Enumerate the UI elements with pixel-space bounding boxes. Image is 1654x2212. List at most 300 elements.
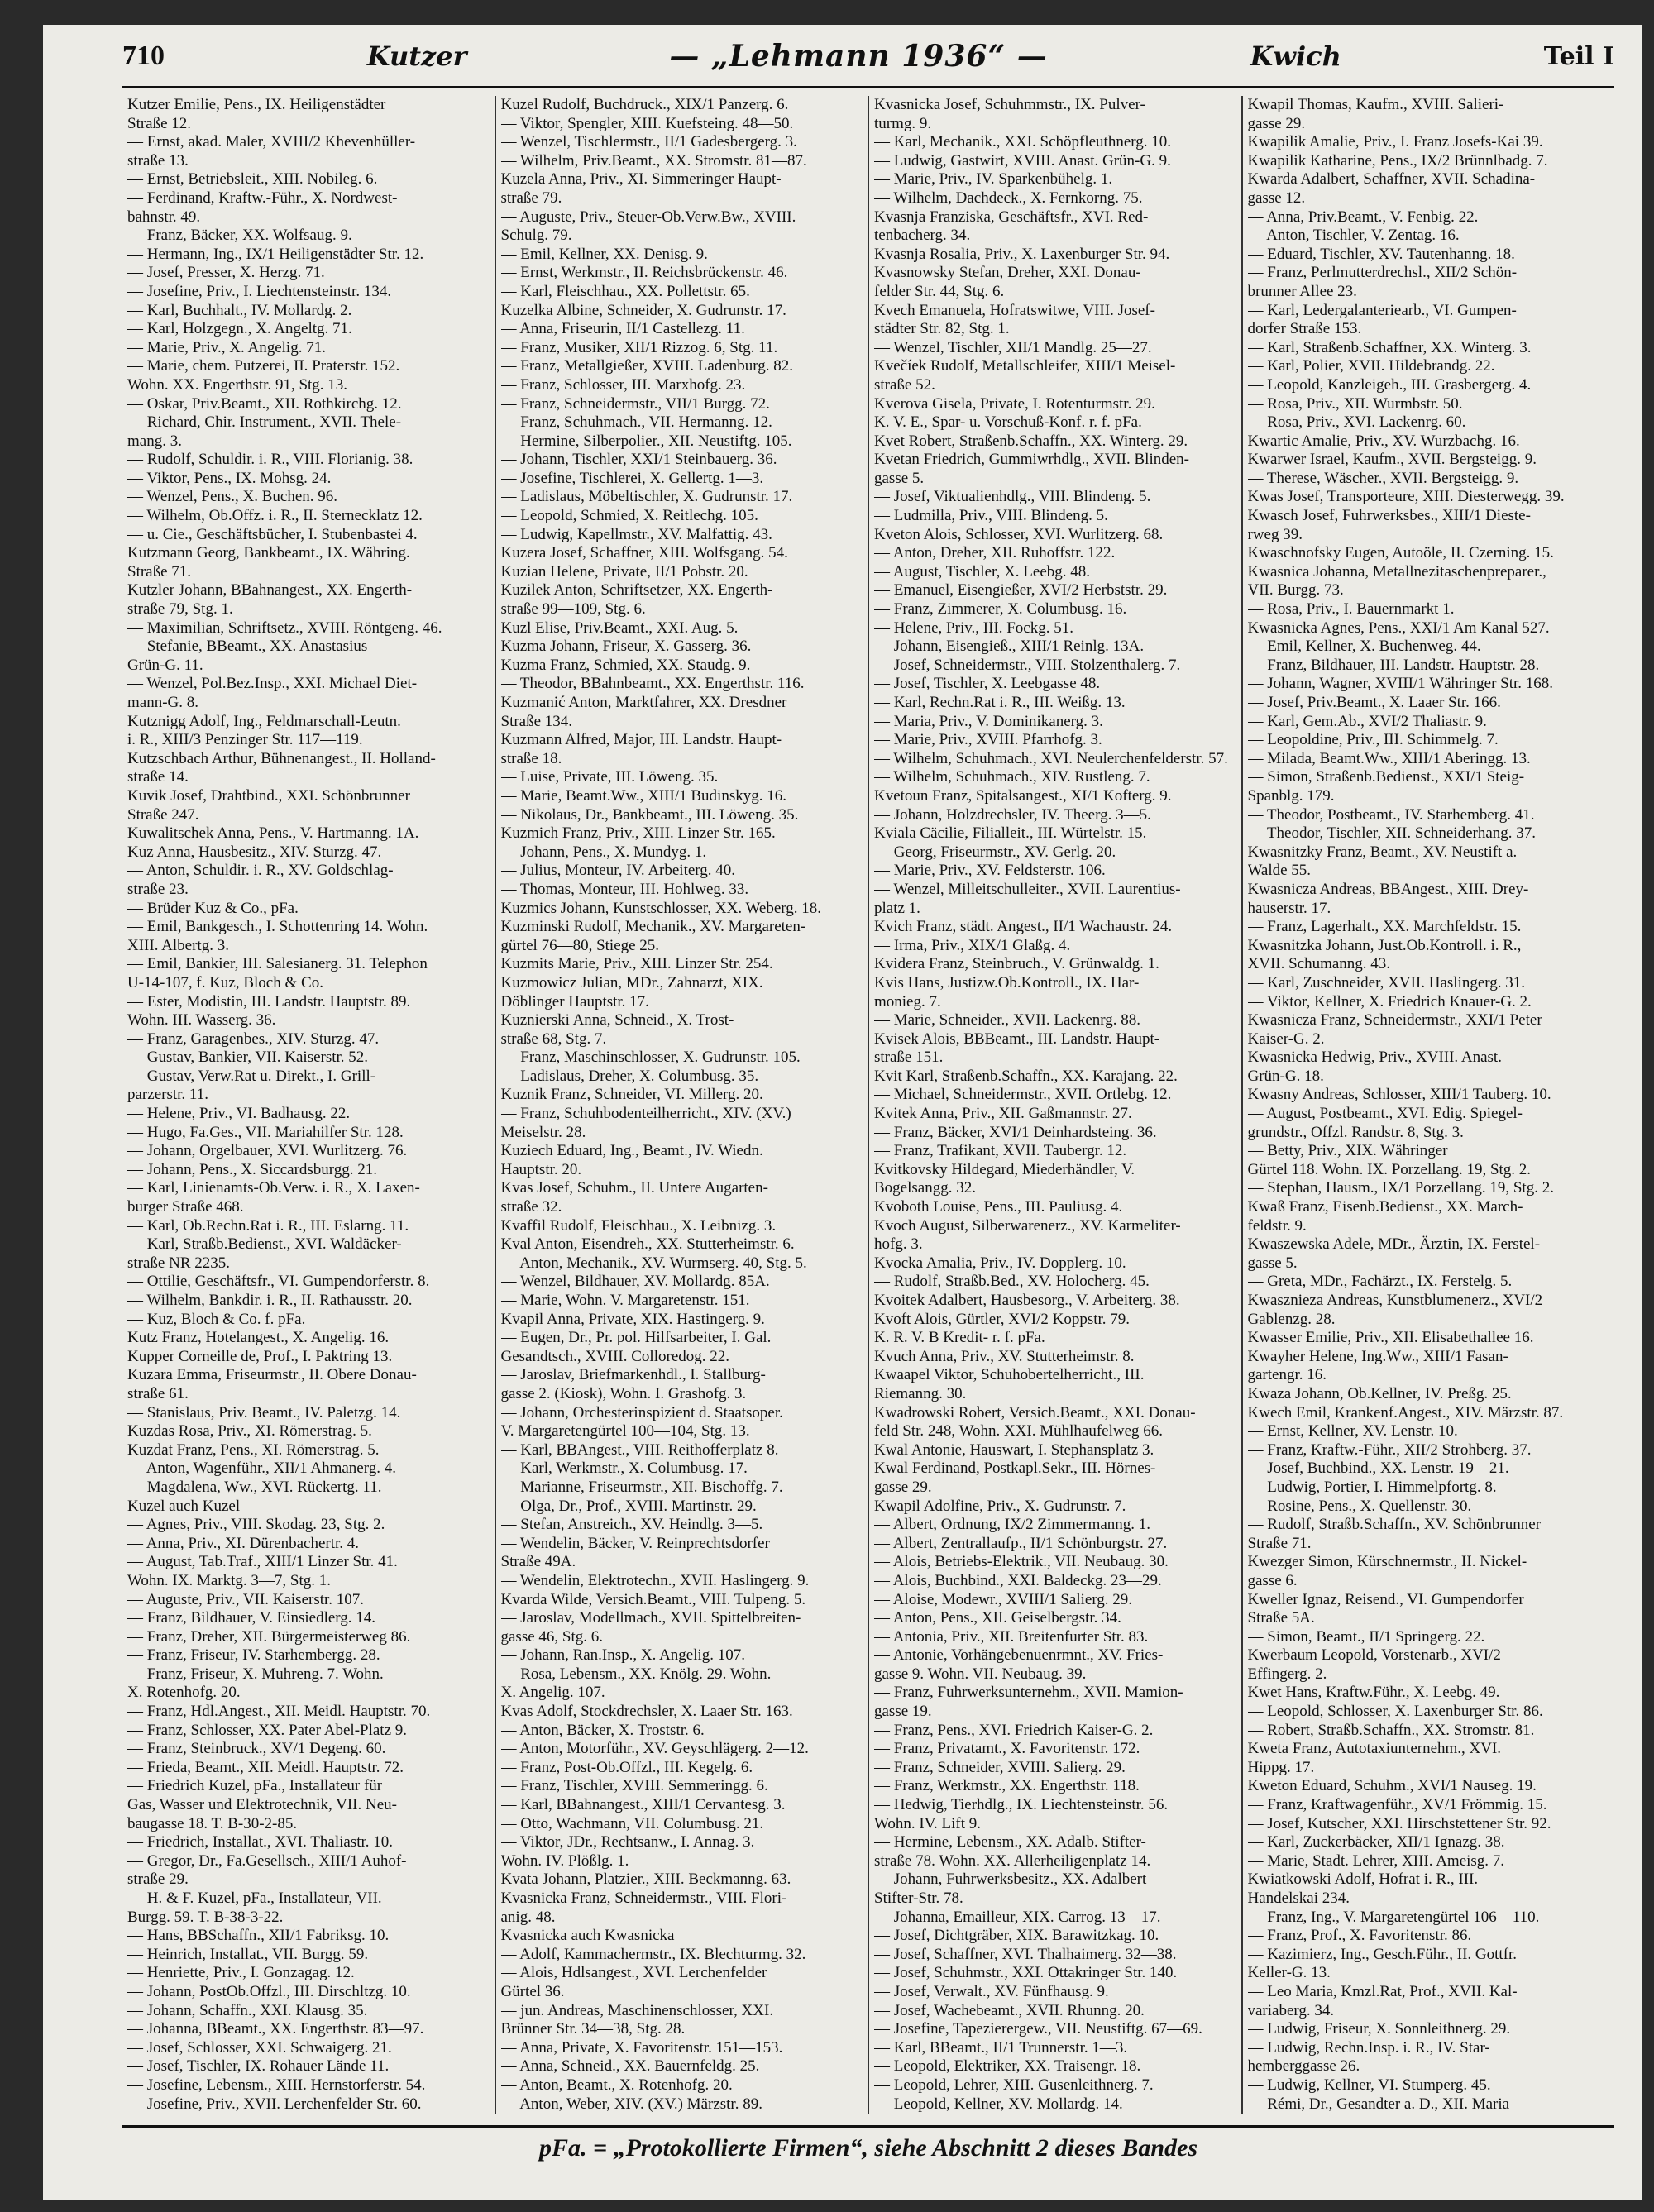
directory-entry-line: feld Str. 248, Wohn. XXI. Mühlhaufelweg 66. (874, 1422, 1164, 1440)
directory-entry-line: — Stefan, Anstreich., XV. Heindlg. 3—5. (500, 1516, 763, 1534)
directory-entry-line: — Albert, Zentrallaufp., II/1 Schönburgstr. 27. (874, 1534, 1168, 1552)
directory-entry-line: straße 61. (127, 1384, 189, 1402)
directory-entry-line: straße 29. (127, 1870, 189, 1889)
directory-entry-line: Kuzdat Franz, Pens., XI. Römerstrag. 5. (127, 1440, 380, 1459)
directory-entry-line: — Emanuel, Eisengießer, XVI/2 Herbststr. 29. (874, 581, 1168, 600)
directory-entry-line: — Ottilie, Geschäftsfr., VI. Gumpendorferstr. 8. (127, 1273, 430, 1291)
directory-entry-line: Kvasnicka auch Kwasnicka (500, 1927, 675, 1945)
directory-entry-line: Kwasnitzka Johann, Just.Ob.Kontroll. i. R., (1247, 936, 1522, 954)
directory-entry-line: Riemanng. 30. (874, 1384, 967, 1402)
directory-entry-line: Kuz Anna, Hausbesitz., XIV. Sturzg. 47. (127, 843, 382, 861)
directory-entry-line: Grün-G. 18. (1247, 1067, 1324, 1085)
directory-entry-line: Stifter-Str. 78. (874, 1890, 963, 1907)
directory-entry-line: Kvet Robert, Straßenb.Schaffn., XX. Winterg. 29. (874, 432, 1188, 450)
directory-entry-line: Gas, Wasser und Elektrotechnik, VII. Neu- (127, 1796, 397, 1814)
directory-entry-line: — Anton, Wagenführ., XII/1 Ahmanerg. 4. (127, 1460, 396, 1478)
directory-entry-line: Kwet Hans, Kraftw.Führ., X. Leebg. 49. (1247, 1684, 1500, 1702)
directory-entry-line: — Magdalena, Ww., XVI. Rückertg. 11. (127, 1478, 382, 1496)
directory-entry-line: Kwayher Helene, Ing.Ww., XIII/1 Fasan- (1247, 1347, 1508, 1365)
directory-entry-line: Straße 247. (127, 805, 199, 824)
directory-entry-line: — Auguste, Priv., Steuer-Ob.Verw.Bw., XVIII. (500, 208, 796, 226)
directory-entry-line: — Olga, Dr., Prof., XVIII. Martinstr. 29. (500, 1497, 757, 1515)
directory-entry-line: Kwadrowski Robert, Versich.Beamt., XXI. Donau- (874, 1403, 1196, 1421)
directory-entry-line: — Emil, Kellner, XX. Denisg. 9. (500, 245, 708, 263)
directory-entry-line: — Karl, BBahnangest., XIII/1 Cervantesg. 3. (500, 1796, 786, 1814)
directory-entry-line: — Simon, Beamt., II/1 Springerg. 22. (1247, 1627, 1485, 1646)
directory-entry-line: Kuziech Eduard, Ing., Beamt., IV. Wiedn. (500, 1142, 763, 1160)
directory-entry-line: — Anna, Schneid., XX. Bauernfeldg. 25. (500, 2057, 760, 2076)
directory-entry-line: — Franz, Ing., V. Margaretengürtel 106—110. (1247, 1908, 1540, 1926)
directory-entry-line: — Karl, Linienamts-Ob.Verw. i. R., X. Laxen- (127, 1179, 420, 1197)
directory-entry-line: gasse 5. (874, 469, 925, 487)
directory-entry-line: — Kuz, Bloch & Co. f. pFa. (127, 1310, 306, 1328)
directory-entry-line: — Marie, Stadt. Lehrer, XIII. Ameisg. 7. (1247, 1851, 1505, 1870)
directory-entry-line: — Robert, Straßb.Schaffn., XX. Stromstr. 81. (1247, 1721, 1535, 1739)
directory-entry-line: — Josef, Schneidermstr., VIII. Stolzenthalerg. 7. (874, 656, 1181, 674)
directory-entry-line: Kvaffil Rudolf, Fleischhau., X. Leibnizg. 3. (500, 1216, 777, 1235)
directory-entry-line: Kwartic Amalie, Priv., XV. Wurzbachg. 16. (1247, 432, 1520, 450)
directory-entry-line: — Anton, Beamt., X. Rotenhofg. 20. (500, 2076, 733, 2094)
directory-title: — „Lehmann 1936“ — (669, 39, 1048, 74)
directory-entry-line: — Johann, Orchesterinspizient d. Staatsoper. (500, 1403, 783, 1421)
directory-entry-line: Kvapil Anna, Private, XIX. Hastingerg. 9. (500, 1310, 765, 1328)
directory-entry-line: Gablenzg. 28. (1247, 1310, 1336, 1328)
directory-entry-line: gasse 29. (1247, 114, 1306, 132)
directory-entry-line: Kweton Eduard, Schuhm., XVI/1 Nauseg. 19. (1247, 1777, 1537, 1795)
directory-entry-line: — Karl, BBAngest., VIII. Reithofferplatz 8. (500, 1440, 779, 1459)
directory-entry-line: — Johann, Wagner, XVIII/1 Währinger Str. 168. (1247, 675, 1554, 693)
directory-entry-line: — Leo Maria, Kmzl.Rat, Prof., XVII. Kal- (1247, 1982, 1518, 2000)
directory-entry-line: straße 151. (874, 1049, 944, 1067)
directory-entry-line: Kwaß Franz, Eisenb.Bedienst., XX. March- (1247, 1198, 1523, 1216)
directory-entry-line: Kuzl Elise, Priv.Beamt., XXI. Aug. 5. (500, 619, 739, 637)
directory-entry-line: — Johanna, Emailleur, XIX. Carrog. 13—17. (874, 1908, 1161, 1926)
directory-entry-line: — Antonia, Priv., XII. Breitenfurter Str. 83. (874, 1627, 1149, 1646)
directory-entry-line: variaberg. 34. (1247, 2001, 1335, 2019)
header-rule (122, 86, 1614, 88)
directory-entry-line: — Ludwig, Kapellmstr., XV. Malfattig. 43. (500, 525, 772, 543)
directory-entry-line: Wohn. IX. Marktg. 3—7, Stg. 1. (127, 1571, 331, 1589)
directory-entry-line: Kvidera Franz, Steinbruch., V. Grünwaldg. 1. (874, 955, 1159, 973)
directory-entry-line: feldstr. 9. (1247, 1216, 1307, 1235)
directory-entry-line: — Oskar, Priv.Beamt., XII. Rothkirchg. 12. (127, 394, 402, 413)
directory-entry-line: — Wilhelm, Priv.Beamt., XX. Stromstr. 81—87. (500, 151, 807, 170)
directory-entry-line: tenbacherg. 34. (874, 227, 971, 245)
directory-entry-line: — Rosa, Lebensm., XX. Knölg. 29. Wohn. (500, 1665, 772, 1683)
directory-entry-line: Wohn. IV. Plößlg. 1. (500, 1851, 629, 1870)
directory-entry-line: — Karl, Gem.Ab., XVI/2 Thaliastr. 9. (1247, 712, 1487, 730)
directory-entry-line: — Josef, Viktualienhdlg., VIII. Blindeng. 5. (874, 488, 1151, 506)
directory-entry-line: Kuzmann Alfred, Major, III. Landstr. Haupt- (500, 731, 782, 749)
directory-entry-line: — Marie, Beamt.Ww., XIII/1 Budinskyg. 16. (500, 786, 786, 805)
directory-entry-line: — Rosa, Priv., XVI. Lackenrg. 60. (1247, 413, 1466, 432)
directory-entry-line: Kvoboth Louise, Pens., III. Pauliusg. 4. (874, 1198, 1123, 1216)
directory-entry-line: — Karl, Straßb.Bedienst., XVI. Waldäcker- (127, 1235, 402, 1254)
directory-entry-line: — Ludwig, Rechn.Insp. i. R., IV. Star- (1247, 2038, 1490, 2057)
directory-entry-line: — Marie, Priv., IV. Sparkenbühelg. 1. (874, 170, 1113, 189)
directory-entry-line: Straße 71. (127, 562, 192, 580)
directory-entry-line: — Johann, Tischler, XXI/1 Steinbauerg. 36. (500, 451, 777, 469)
directory-entry-line: — Wenzel, Tischlermstr., II/1 Gadesbergerg. 3. (500, 133, 797, 151)
directory-entry-line: hofg. 3. (874, 1235, 923, 1254)
directory-entry-line: — Marie, chem. Putzerei, II. Praterstr. 152. (127, 357, 400, 375)
directory-entry-line: Kwal Antonie, Hauswart, I. Stephansplatz 3. (874, 1440, 1154, 1459)
directory-entry-line: — Betty, Priv., XIX. Währinger (1247, 1142, 1448, 1160)
directory-entry-line: parzerstr. 11. (127, 1086, 208, 1104)
directory-entry-line: gasse 2. (Kiosk), Wohn. I. Grashofg. 3. (500, 1384, 747, 1402)
directory-entry-line: — Otto, Wachmann, VII. Columbusg. 21. (500, 1814, 764, 1832)
directory-entry-line: — H. & F. Kuzel, pFa., Installateur, VII. (127, 1890, 382, 1907)
directory-entry-line: — Maria, Priv., V. Dominikanerg. 3. (874, 712, 1103, 730)
directory-entry-line: Hippg. 17. (1247, 1758, 1315, 1776)
directory-entry-line: — Josef, Verwalt., XV. Fünfhausg. 9. (874, 1982, 1109, 2000)
directory-entry-line: — Anna, Priv., XI. Dürenbachertr. 4. (127, 1534, 360, 1552)
directory-entry-line: — Nikolaus, Dr., Bankbeamt., III. Löweng. 35. (500, 805, 799, 824)
directory-entry-line: Kwasnica Johanna, Metallnezitaschenpreparer., (1247, 562, 1546, 580)
directory-entry-line: — Franz, Bäcker, XX. Wolfsaug. 9. (127, 227, 352, 245)
directory-entry-line: — Franz, Metallgießer, XVIII. Ladenburg. 82. (500, 357, 793, 375)
directory-entry-line: Kval Anton, Eisendreh., XX. Stutterheimstr. 6. (500, 1235, 795, 1254)
directory-entry-line: — Josef, Wachebeamt., XVII. Rhunng. 20. (874, 2001, 1145, 2019)
directory-entry-line: — Ernst, Betriebsleit., XIII. Nobileg. 6. (127, 170, 378, 189)
directory-entry-line: — Karl, Werkmstr., X. Columbusg. 17. (500, 1460, 748, 1478)
directory-entry-line: — Antonie, Vorhängebenuenrmnt., XV. Fries- (874, 1646, 1164, 1665)
directory-entry-line: Kwarda Adalbert, Schaffner, XVII. Schadina- (1247, 170, 1536, 189)
directory-entry-line: straße 78. Wohn. XX. Allerheiligenplatz 14. (874, 1851, 1151, 1870)
directory-entry-line: — Milada, Beamt.Ww., XIII/1 Aberingg. 13. (1247, 749, 1531, 767)
directory-entry-line: Kwasnicka Agnes, Pens., XXI/1 Am Kanal 527. (1247, 619, 1550, 637)
page-number: 710 (122, 41, 165, 71)
directory-entry-line: Kwapil Thomas, Kaufm., XVIII. Salieri- (1247, 96, 1504, 113)
directory-entry-line: Kuzelka Albine, Schneider, X. Gudrunstr. 17. (500, 301, 786, 319)
directory-entry-line: — Leopold, Schlosser, X. Laxenburger Str. 86. (1247, 1703, 1543, 1721)
directory-entry-line: — Karl, Polier, XVII. Hildebrandg. 22. (1247, 357, 1495, 375)
directory-entry-line: — Alois, Buchbind., XXI. Baldeckg. 23—29. (874, 1571, 1162, 1589)
directory-entry-line: Kuzian Helene, Private, II/1 Pobstr. 20. (500, 562, 748, 580)
directory-entry-line: Kuzara Emma, Friseurmstr., II. Obere Donau- (127, 1366, 417, 1384)
directory-entry-line: Kvisek Alois, BBBeamt., III. Landstr. Haupt- (874, 1030, 1160, 1048)
directory-entry-line: — Josef, Buchbind., XX. Lenstr. 19—21. (1247, 1460, 1509, 1478)
directory-entry-line: Schulg. 79. (500, 227, 572, 245)
directory-entry-line: Kwasny Andreas, Schlosser, XIII/1 Tauberg. 10. (1247, 1086, 1551, 1104)
directory-entry-line: Kwapil Adolfine, Priv., X. Gudrunstr. 7. (874, 1497, 1126, 1515)
directory-entry-line: — Wendelin, Bäcker, V. Reinprechtsdorfer (500, 1534, 770, 1552)
directory-entry-line: — Josef, Kutscher, XXI. Hirschstettener Str. 92. (1247, 1814, 1551, 1832)
directory-entry-line: Kuzdas Rosa, Priv., XI. Römerstrag. 5. (127, 1422, 372, 1440)
directory-entry-line: — Karl, Straßenb.Schaffner, XX. Winterg. 3. (1247, 338, 1532, 356)
directory-entry-line: burger Straße 468. (127, 1198, 244, 1216)
directory-entry-line: — Wenzel, Pol.Bez.Insp., XXI. Michael Diet- (127, 675, 418, 693)
directory-entry-line: Handelskai 234. (1247, 1890, 1350, 1907)
directory-entry-line: — Josef, Schaffner, XVI. Thalhaimerg. 32—38. (874, 1945, 1177, 1963)
directory-entry-line: dorfer Straße 153. (1247, 320, 1362, 338)
directory-entry-line: — Leopold, Schmied, X. Reitlechg. 105. (500, 507, 758, 525)
directory-entry-line: — Karl, BBeamt., II/1 Trunnerstr. 1—3. (874, 2038, 1128, 2057)
directory-entry-line: — Rudolf, Straßb.Schaffn., XV. Schönbrunner (1247, 1516, 1541, 1534)
directory-entry-line: — Helene, Priv., VI. Badhausg. 22. (127, 1105, 351, 1123)
directory-entry-line: — Anton, Bäcker, X. Troststr. 6. (500, 1721, 705, 1739)
directory-entry-line: Kuzel Rudolf, Buchdruck., XIX/1 Panzerg. 6. (500, 96, 789, 113)
directory-entry-line: — Ester, Modistin, III. Landstr. Hauptstr. 89. (127, 992, 411, 1010)
directory-entry-line: Kuzel auch Kuzel (127, 1497, 241, 1515)
directory-entry-line: Kwapilik Amalie, Priv., I. Franz Josefs-Kai 39. (1247, 133, 1543, 151)
directory-entry-line: — Leopold, Elektriker, XX. Traisengr. 18. (874, 2057, 1141, 2076)
directory-entry-line: — Simon, Straßenb.Bedienst., XXI/1 Steig- (1247, 768, 1525, 786)
directory-entry-line: — Greta, MDr., Fachärzt., IX. Ferstelg. 5. (1247, 1273, 1513, 1291)
directory-entry-line: gartengr. 16. (1247, 1366, 1327, 1384)
directory-entry-line: straße 14. (127, 768, 189, 786)
directory-entry-line: — Franz, Prof., X. Favoritenstr. 86. (1247, 1927, 1472, 1945)
directory-entry-line: XVII. Schumanng. 43. (1247, 955, 1391, 973)
directory-entry-line: Kuzela Anna, Priv., XI. Simmeringer Haupt- (500, 170, 782, 189)
directory-entry-line: — Helene, Priv., III. Fockg. 51. (874, 619, 1073, 637)
directory-entry-line: Kvečíek Rudolf, Metallschleifer, XIII/1 Meisel- (874, 357, 1176, 375)
directory-entry-line: — Josef, Priv.Beamt., X. Laaer Str. 166. (1247, 694, 1501, 711)
directory-entry-line: Kuznierski Anna, Schneid., X. Trost- (500, 1011, 734, 1030)
directory-entry-line: — Franz, Pens., XVI. Friedrich Kaiser-G. 2. (874, 1721, 1154, 1739)
directory-entry-line: — Theodor, Tischler, XII. Schneiderhang. 37. (1247, 824, 1537, 843)
directory-entry-line: — Stefanie, BBeamt., XX. Anastasius (127, 638, 368, 656)
directory-entry-line: straße 18. (500, 749, 562, 767)
directory-entry-line: Döblinger Hauptstr. 17. (500, 992, 649, 1010)
directory-entry-line: — Jaroslav, Briefmarkenhdl., I. Stallburg- (500, 1366, 766, 1384)
directory-entry-line: Grün-G. 11. (127, 656, 203, 674)
directory-entry-line: — Adolf, Kammachermstr., IX. Blechturmg. 32. (500, 1945, 806, 1963)
directory-entry-line: — Leopold, Kanzleigeh., III. Grasbergerg. 4. (1247, 375, 1532, 394)
directory-entry-line: — Ladislaus, Möbeltischler, X. Gudrunstr. 17. (500, 488, 793, 506)
directory-entry-line: — Michael, Schneidermstr., XVII. Ortlebg. 12. (874, 1086, 1172, 1104)
directory-entry-line: — Luise, Private, III. Löweng. 35. (500, 768, 719, 786)
directory-entry-line: — Josef, Schuhmstr., XXI. Ottakringer Str. 140. (874, 1964, 1178, 1982)
directory-entry-line: Kvasnja Franziska, Geschäftsfr., XVI. Red- (874, 208, 1149, 226)
directory-entry-line: — Johann, Holzdrechsler, IV. Theerg. 3—5. (874, 805, 1151, 824)
directory-entry-line: gasse 5. (1247, 1254, 1298, 1272)
directory-entry-line: Straße 71. (1247, 1534, 1312, 1552)
directory-entry-line: Kwapilik Katharine, Pens., IX/2 Brünnlbadg. 7. (1247, 151, 1548, 170)
directory-entry-line: — Marie, Wohn. V. Margaretenstr. 151. (500, 1292, 750, 1309)
directory-entry-line: — Ludmilla, Priv., VIII. Blindeng. 5. (874, 507, 1108, 525)
directory-entry-line: gasse 6. (1247, 1571, 1298, 1589)
column-2 (496, 96, 870, 2114)
directory-entry-line: — Ernst, Werkmstr., II. Reichsbrückenstr. 46. (500, 264, 788, 282)
directory-entry-line: Kvuch Anna, Priv., XV. Stutterheimstr. 8. (874, 1347, 1135, 1365)
directory-entry-line: Kwerbaum Leopold, Vorstenarb., XVI/2 (1247, 1646, 1501, 1665)
directory-entry-line: Kvasnicka Josef, Schuhmmstr., IX. Pulver- (874, 96, 1145, 113)
directory-entry-line: — Franz, Dreher, XII. Bürgermeisterweg 86. (127, 1627, 411, 1646)
directory-entry-line: — Franz, Schuhmach., VII. Hermanng. 12. (500, 413, 772, 432)
directory-entry-line: — Josefine, Priv., I. Liechtensteinstr. 134. (127, 282, 392, 300)
directory-entry-line: Straße 5A. (1247, 1609, 1315, 1627)
directory-entry-line: Kutzer Emilie, Pens., IX. Heiligenstädter (127, 96, 386, 113)
directory-entry-line: — Georg, Friseurmstr., XV. Gerlg. 20. (874, 843, 1116, 861)
directory-entry-line: — Ludwig, Portier, I. Himmelpfortg. 8. (1247, 1478, 1497, 1496)
directory-entry-line: straße 13. (127, 151, 189, 170)
header-first-entry: Kutzer (366, 41, 467, 72)
directory-entry-line: — Irma, Priv., XIX/1 Glaßg. 4. (874, 936, 1071, 954)
directory-entry-line: straße 32. (500, 1198, 562, 1216)
directory-entry-line: — Franz, Schneidermstr., VII/1 Burgg. 72. (500, 394, 770, 413)
directory-entry-line: Wohn. XX. Engerthstr. 91, Stg. 13. (127, 375, 348, 394)
directory-entry-line: — Johann, Orgelbauer, XVI. Wurlitzerg. 76. (127, 1142, 408, 1160)
directory-entry-line: Meiselstr. 28. (500, 1123, 586, 1141)
directory-entry-line: — Franz, Fuhrwerksunternehm., XVII. Mamion- (874, 1684, 1183, 1702)
directory-entry-line: — Franz, Maschinschlosser, X. Gudrunstr. 105. (500, 1049, 801, 1067)
column-3 (869, 96, 1243, 2114)
directory-entry-line: turmg. 9. (874, 114, 932, 132)
directory-entry-line: — Hermann, Ing., IX/1 Heiligenstädter Str. 12. (127, 245, 424, 263)
directory-entry-line: — Franz, Bäcker, XVI/1 Deinhardsteing. 36. (874, 1123, 1157, 1141)
directory-entry-line: X. Angelig. 107. (500, 1684, 605, 1702)
directory-entry-line: — Marie, Priv., XVIII. Pfarrhofg. 3. (874, 731, 1102, 749)
directory-entry-line: — Johann, Schaffn., XXI. Klausg. 35. (127, 2001, 368, 2019)
directory-entry-line: — Therese, Wäscher., XVII. Bergsteigg. 9. (1247, 469, 1519, 487)
directory-entry-line: Kwarwer Israel, Kaufm., XVII. Bergsteigg. 9. (1247, 451, 1537, 469)
directory-entry-line: Kvitek Anna, Priv., XII. Gaßmannstr. 27. (874, 1105, 1132, 1123)
directory-entry-line: gasse 12. (1247, 189, 1306, 207)
directory-entry-line: platz 1. (874, 899, 920, 917)
directory-entry-line: straße NR 2235. (127, 1254, 231, 1272)
directory-entry-line: — Josef, Schlosser, XXI. Schwaigerg. 21. (127, 2038, 392, 2057)
directory-entry-line: Wohn. IV. Lift 9. (874, 1814, 982, 1832)
directory-entry-line: — Franz, Friseur, X. Muhreng. 7. Wohn. (127, 1665, 384, 1683)
directory-entry-line: — Eduard, Tischler, XV. Tautenhanng. 18. (1247, 245, 1515, 263)
directory-entry-line: — Emil, Bankier, III. Salesianerg. 31. Telephon (127, 955, 428, 973)
directory-entry-line: — Franz, Musiker, XII/1 Rizzog. 6, Stg. 11. (500, 338, 778, 356)
directory-entry-line: — Anton, Tischler, V. Zentag. 16. (1247, 227, 1460, 245)
directory-entry-line: — Richard, Chir. Instrument., XVII. Thele- (127, 413, 402, 432)
directory-entry-line: — Gustav, Verw.Rat u. Direkt., I. Grill- (127, 1067, 376, 1085)
directory-entry-line: Kvas Josef, Schuhm., II. Untere Augarten- (500, 1179, 768, 1197)
directory-entry-line: — Viktor, Spengler, XIII. Kuefsteing. 48—50. (500, 114, 794, 132)
directory-entry-line: Kwech Emil, Krankenf.Angest., XIV. Märzstr. 87. (1247, 1403, 1564, 1421)
directory-entry-line: Kutzschbach Arthur, Bühnenangest., II. Holland- (127, 749, 436, 767)
directory-entry-line: — Rudolf, Straßb.Bed., XV. Holocherg. 45. (874, 1273, 1150, 1291)
directory-entry-line: — Eugen, Dr., Pr. pol. Hilfsarbeiter, I. Gal. (500, 1329, 772, 1347)
directory-entry-line: Kvas Adolf, Stockdrechsler, X. Laaer Str. 163. (500, 1703, 793, 1721)
directory-entry-line: felder Str. 44, Stg. 6. (874, 282, 1005, 300)
directory-entry-line: XIII. Albertg. 3. (127, 936, 229, 954)
directory-entry-line: — Viktor, Pens., IX. Mohsg. 24. (127, 469, 332, 487)
directory-entry-line: Kvit Karl, Straßenb.Schaffn., XX. Karajang. 22. (874, 1067, 1178, 1085)
directory-entry-line: Kwasser Emilie, Priv., XII. Elisabethallee 16. (1247, 1329, 1534, 1347)
directory-entry-line: rweg 39. (1247, 525, 1303, 543)
directory-entry-line: Kwasnicka Hedwig, Priv., XVIII. Anast. (1247, 1049, 1502, 1067)
directory-entry-line: Gürtel 36. (500, 1982, 565, 2000)
directory-entry-line: — Brüder Kuz & Co., pFa. (127, 899, 299, 917)
directory-entry-line: Kwasch Josef, Fuhrwerksbes., XIII/1 Dieste- (1247, 507, 1531, 525)
column-4 (1243, 96, 1615, 2114)
directory-entry-line: — Franz, Garagenbes., XIV. Sturzg. 47. (127, 1030, 380, 1048)
directory-entry-line: — Karl, Buchhalt., IV. Mollardg. 2. (127, 301, 352, 319)
directory-entry-line: mang. 3. (127, 432, 182, 450)
directory-entry-line: straße 23. (127, 880, 189, 898)
directory-entry-line: Effingerg. 2. (1247, 1665, 1327, 1683)
directory-entry-line: Kuzilek Anton, Schriftsetzer, XX. Engerth- (500, 581, 773, 600)
directory-entry-line: VII. Burgg. 73. (1247, 581, 1344, 600)
directory-entry-line: — Anton, Weber, XIV. (XV.) Märzstr. 89. (500, 2095, 762, 2113)
directory-entry-line: Kaiser-G. 2. (1247, 1030, 1325, 1048)
directory-entry-line: städter Str. 82, Stg. 1. (874, 320, 1010, 338)
directory-entry-line: — Ludwig, Friseur, X. Sonnleithnerg. 29. (1247, 2020, 1511, 2038)
directory-entry-line: straße 79. (500, 189, 562, 207)
directory-entry-line: Kuzmits Marie, Priv., XIII. Linzer Str. 254. (500, 955, 773, 973)
directory-entry-line: — Henriette, Priv., I. Gonzagag. 12. (127, 1964, 355, 1982)
directory-entry-line: Kutz Franz, Hotelangest., X. Angelig. 16. (127, 1329, 390, 1347)
directory-entry-line: Kvetan Friedrich, Gummiwrhdlg., XVII. Blinden- (874, 451, 1189, 469)
directory-entry-line: — Rudolf, Schuldir. i. R., VIII. Florianig. 38. (127, 451, 414, 469)
directory-entry-line: — Franz, Werkmstr., XX. Engerthstr. 118. (874, 1777, 1140, 1795)
directory-entry-line: — Viktor, Kellner, X. Friedrich Knauer-G. 2. (1247, 992, 1532, 1010)
directory-entry-line: — Stanislaus, Priv. Beamt., IV. Paletzg. 14. (127, 1403, 401, 1421)
directory-entry-line: — Auguste, Priv., VII. Kaiserstr. 107. (127, 1590, 365, 1608)
directory-entry-line: monieg. 7. (874, 992, 941, 1010)
directory-entry-line: Kvetoun Franz, Spitalsangest., XI/1 Kofterg. 9. (874, 786, 1172, 805)
directory-entry-line: — Franz, Tischler, XVIII. Semmeringg. 6. (500, 1777, 768, 1795)
directory-entry-line: — Ludwig, Kellner, VI. Stumperg. 45. (1247, 2076, 1491, 2094)
directory-entry-line: straße 68, Stg. 7. (500, 1030, 607, 1048)
directory-entry-line: straße 52. (874, 375, 935, 394)
directory-entry-line: — Johann, Fuhrwerksbesitz., XX. Adalbert (874, 1870, 1147, 1889)
directory-entry-line: Kwasznieza Andreas, Kunstblumenerz., XVI/2 (1247, 1292, 1543, 1309)
directory-entry-line: — Albert, Ordnung, IX/2 Zimmermanng. 1. (874, 1516, 1151, 1534)
directory-entry-line: Spanblg. 179. (1247, 786, 1335, 805)
directory-entry-line: Kutznigg Adolf, Ing., Feldmarschall-Leutn. (127, 712, 401, 730)
directory-entry-line: — August, Tischler, X. Leebg. 48. (874, 562, 1091, 580)
directory-entry-line: Kwezger Simon, Kürschnermstr., II. Nickel- (1247, 1553, 1527, 1571)
directory-entry-line: — Wilhelm, Schuhmach., XVI. Neulerchenfelderstr. 57. (874, 749, 1228, 767)
directory-entry-line: — Ladislaus, Dreher, X. Columbusg. 35. (500, 1067, 759, 1085)
directory-entry-line: — Heinrich, Installat., VII. Burgg. 59. (127, 1945, 369, 1963)
column-1 (122, 96, 496, 2114)
directory-entry-line: — Hans, BBSchaffn., XII/1 Fabriksg. 10. (127, 1927, 390, 1945)
directory-entry-line: — Ferdinand, Kraftw.-Führ., X. Nordwest- (127, 189, 398, 207)
volume-part: Teil I (1543, 41, 1614, 71)
directory-entry-line: Kuzmich Franz, Priv., XIII. Linzer Str. 165. (500, 824, 776, 843)
page-header (122, 33, 1614, 79)
directory-entry-line: — Franz, Hdl.Angest., XII. Meidl. Hauptstr. 70. (127, 1703, 431, 1721)
directory-entry-line: Kwasnicza Franz, Schneidermstr., XXI/1 Peter (1247, 1011, 1542, 1030)
directory-entry-line: Kuzmics Johann, Kunstschlosser, XX. Weberg. 18. (500, 899, 822, 917)
directory-entry-line: K. R. V. B Kredit- r. f. pFa. (874, 1329, 1045, 1347)
directory-entry-line: Kveton Alois, Schlosser, XVI. Wurlitzerg. 68. (874, 525, 1164, 543)
directory-entry-line: — Franz, Schlosser, III. Marxhofg. 23. (500, 375, 746, 394)
directory-entry-line: — Rosa, Priv., XII. Wurmbstr. 50. (1247, 394, 1463, 413)
directory-entry-line: — Anna, Friseurin, II/1 Castellezg. 11. (500, 320, 745, 338)
directory-entry-line: — Karl, Fleischhau., XX. Pollettstr. 65. (500, 282, 750, 300)
directory-entry-line: Kweller Ignaz, Reisend., VI. Gumpendorfer (1247, 1590, 1524, 1608)
directory-entry-line: — Franz, Bildhauer, V. Einsiedlerg. 14. (127, 1609, 376, 1627)
directory-entry-line: — Friedrich, Installat., XVI. Thaliastr. 10. (127, 1833, 394, 1851)
directory-entry-line: — Hedwig, Tierhdlg., IX. Liechtensteinstr. 56. (874, 1796, 1169, 1814)
header-last-entry: Kwich (1250, 41, 1341, 72)
directory-entry-line: Kuzma Johann, Friseur, X. Gasserg. 36. (500, 638, 752, 656)
directory-entry-line: Kutzmann Georg, Bankbeamt., IX. Währing. (127, 544, 410, 562)
directory-entry-line: hemberggasse 26. (1247, 2057, 1360, 2076)
directory-entry-line: X. Rotenhofg. 20. (127, 1684, 241, 1702)
directory-entry-line: Kvoch August, Silberwarenerz., XV. Karmeliter- (874, 1216, 1181, 1235)
directory-entry-line: — Wenzel, Milleitschulleiter., XVII. Laurentius- (874, 880, 1181, 898)
directory-entry-line: — Anna, Private, X. Favoritenstr. 151—153. (500, 2038, 783, 2057)
directory-entry-line: Kvoitek Adalbert, Hausbesorg., V. Arbeiterg. 38. (874, 1292, 1180, 1309)
directory-entry-line: baugasse 18. T. B-30-2-85. (127, 1814, 298, 1832)
directory-entry-line: Kvasnja Rosalia, Priv., X. Laxenburger Str. 94. (874, 245, 1170, 263)
directory-entry-line: gasse 9. Wohn. VII. Neubaug. 39. (874, 1665, 1087, 1683)
directory-entry-line: Straße 134. (500, 712, 573, 730)
directory-entry-line: — Josef, Tischler, X. Leebgasse 48. (874, 675, 1101, 693)
directory-entry-line: — Karl, Zuckerbäcker, XII/1 Ignazg. 38. (1247, 1833, 1505, 1851)
directory-entry-line: — Franz, Schlosser, XX. Pater Abel-Platz 9. (127, 1721, 408, 1739)
directory-entry-line: Kuzminski Rudolf, Mechanik., XV. Margareten- (500, 918, 806, 936)
